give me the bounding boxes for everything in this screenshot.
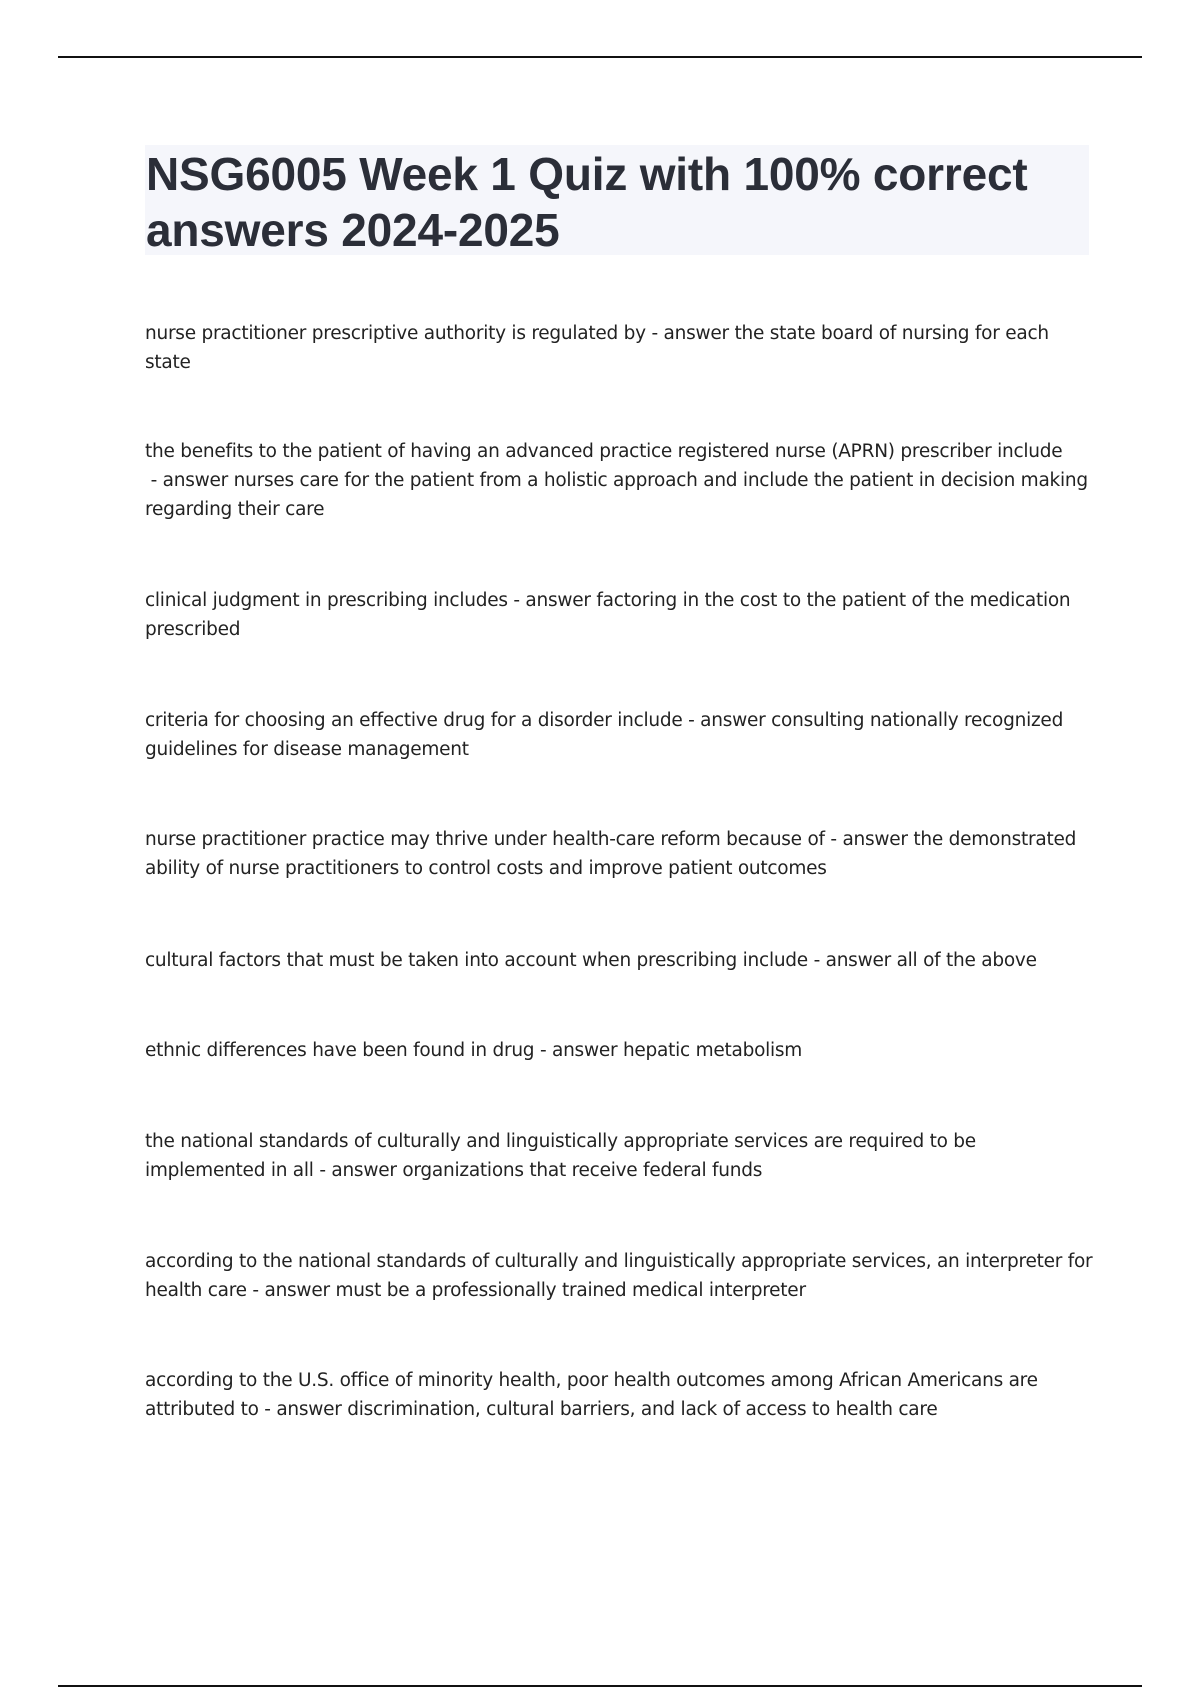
- top-rule: [58, 56, 1142, 58]
- answer-separator: - answer: [507, 589, 597, 611]
- answer-separator: - answer: [145, 469, 234, 491]
- answer-separator: - answer: [258, 1398, 348, 1420]
- qa-item: [145, 1036, 1095, 1065]
- question-text: nurse practitioner practice may thrive under health-care reform because of: [145, 828, 825, 850]
- question-text: according to the national standards of culturally and linguistically appropriate services, an interpreter for health care: [145, 1250, 1093, 1301]
- bottom-rule: [58, 1685, 1142, 1687]
- question-text: according to the U.S. office of minority health, poor health outcomes among African Americans are attributed to: [145, 1369, 1038, 1420]
- question-text: ethnic differences have been found in drug: [145, 1039, 535, 1061]
- answer-text: factoring in the cost to the patient of the medication prescribed: [145, 589, 1071, 640]
- answer-text: all of the above: [896, 949, 1037, 971]
- qa-item: [145, 1366, 1095, 1424]
- answer-separator: - answer: [645, 322, 735, 344]
- answer-separator: - answer: [682, 709, 772, 731]
- document-title: NSG6005 Week 1 Quiz with 100% correct answers 2024-2025: [146, 148, 1028, 256]
- question-text: clinical judgment in prescribing includes: [145, 589, 508, 611]
- answer-text: discrimination, cultural barriers, and lack of access to health care: [347, 1398, 938, 1420]
- answer-separator: - answer: [313, 1159, 403, 1181]
- answer-separator: - answer: [534, 1039, 623, 1061]
- answer-text: hepatic metabolism: [622, 1039, 803, 1061]
- answer-text: the state board of nursing for each state: [145, 322, 1049, 373]
- answer-text: organizations that receive federal funds: [402, 1159, 763, 1181]
- answer-text: the demonstrated ability of nurse practitioners to control costs and improve patient outcomes: [145, 828, 1077, 879]
- qa-item: [145, 319, 1095, 377]
- question-text: the benefits to the patient of having an advanced practice registered nurse (APRN) prescriber include: [145, 440, 1063, 462]
- question-text: the national standards of culturally and linguistically appropriate services are required to be implemented in all: [145, 1130, 976, 1181]
- qa-item: [145, 946, 1095, 975]
- answer-text: nurses care for the patient from a holistic approach and include the patient in decision making regarding their care: [145, 469, 1088, 520]
- answer-separator: - answer: [807, 949, 897, 971]
- answer-separator: - answer: [824, 828, 914, 850]
- qa-item: [145, 1247, 1095, 1305]
- answer-text: consulting nationally recognized guidelines for disease management: [145, 709, 1064, 760]
- qa-item: [145, 586, 1095, 644]
- question-text: cultural factors that must be taken into account when prescribing include: [145, 949, 808, 971]
- qa-item: [145, 437, 1095, 524]
- question-text: nurse practitioner prescriptive authority is regulated by: [145, 322, 646, 344]
- qa-item: [145, 825, 1095, 883]
- qa-item: [145, 706, 1095, 764]
- title-block: [145, 145, 1089, 255]
- qa-item: [145, 1127, 1095, 1185]
- question-text: criteria for choosing an effective drug for a disorder include: [145, 709, 683, 731]
- answer-text: must be a professionally trained medical interpreter: [335, 1279, 806, 1301]
- answer-separator: - answer: [246, 1279, 336, 1301]
